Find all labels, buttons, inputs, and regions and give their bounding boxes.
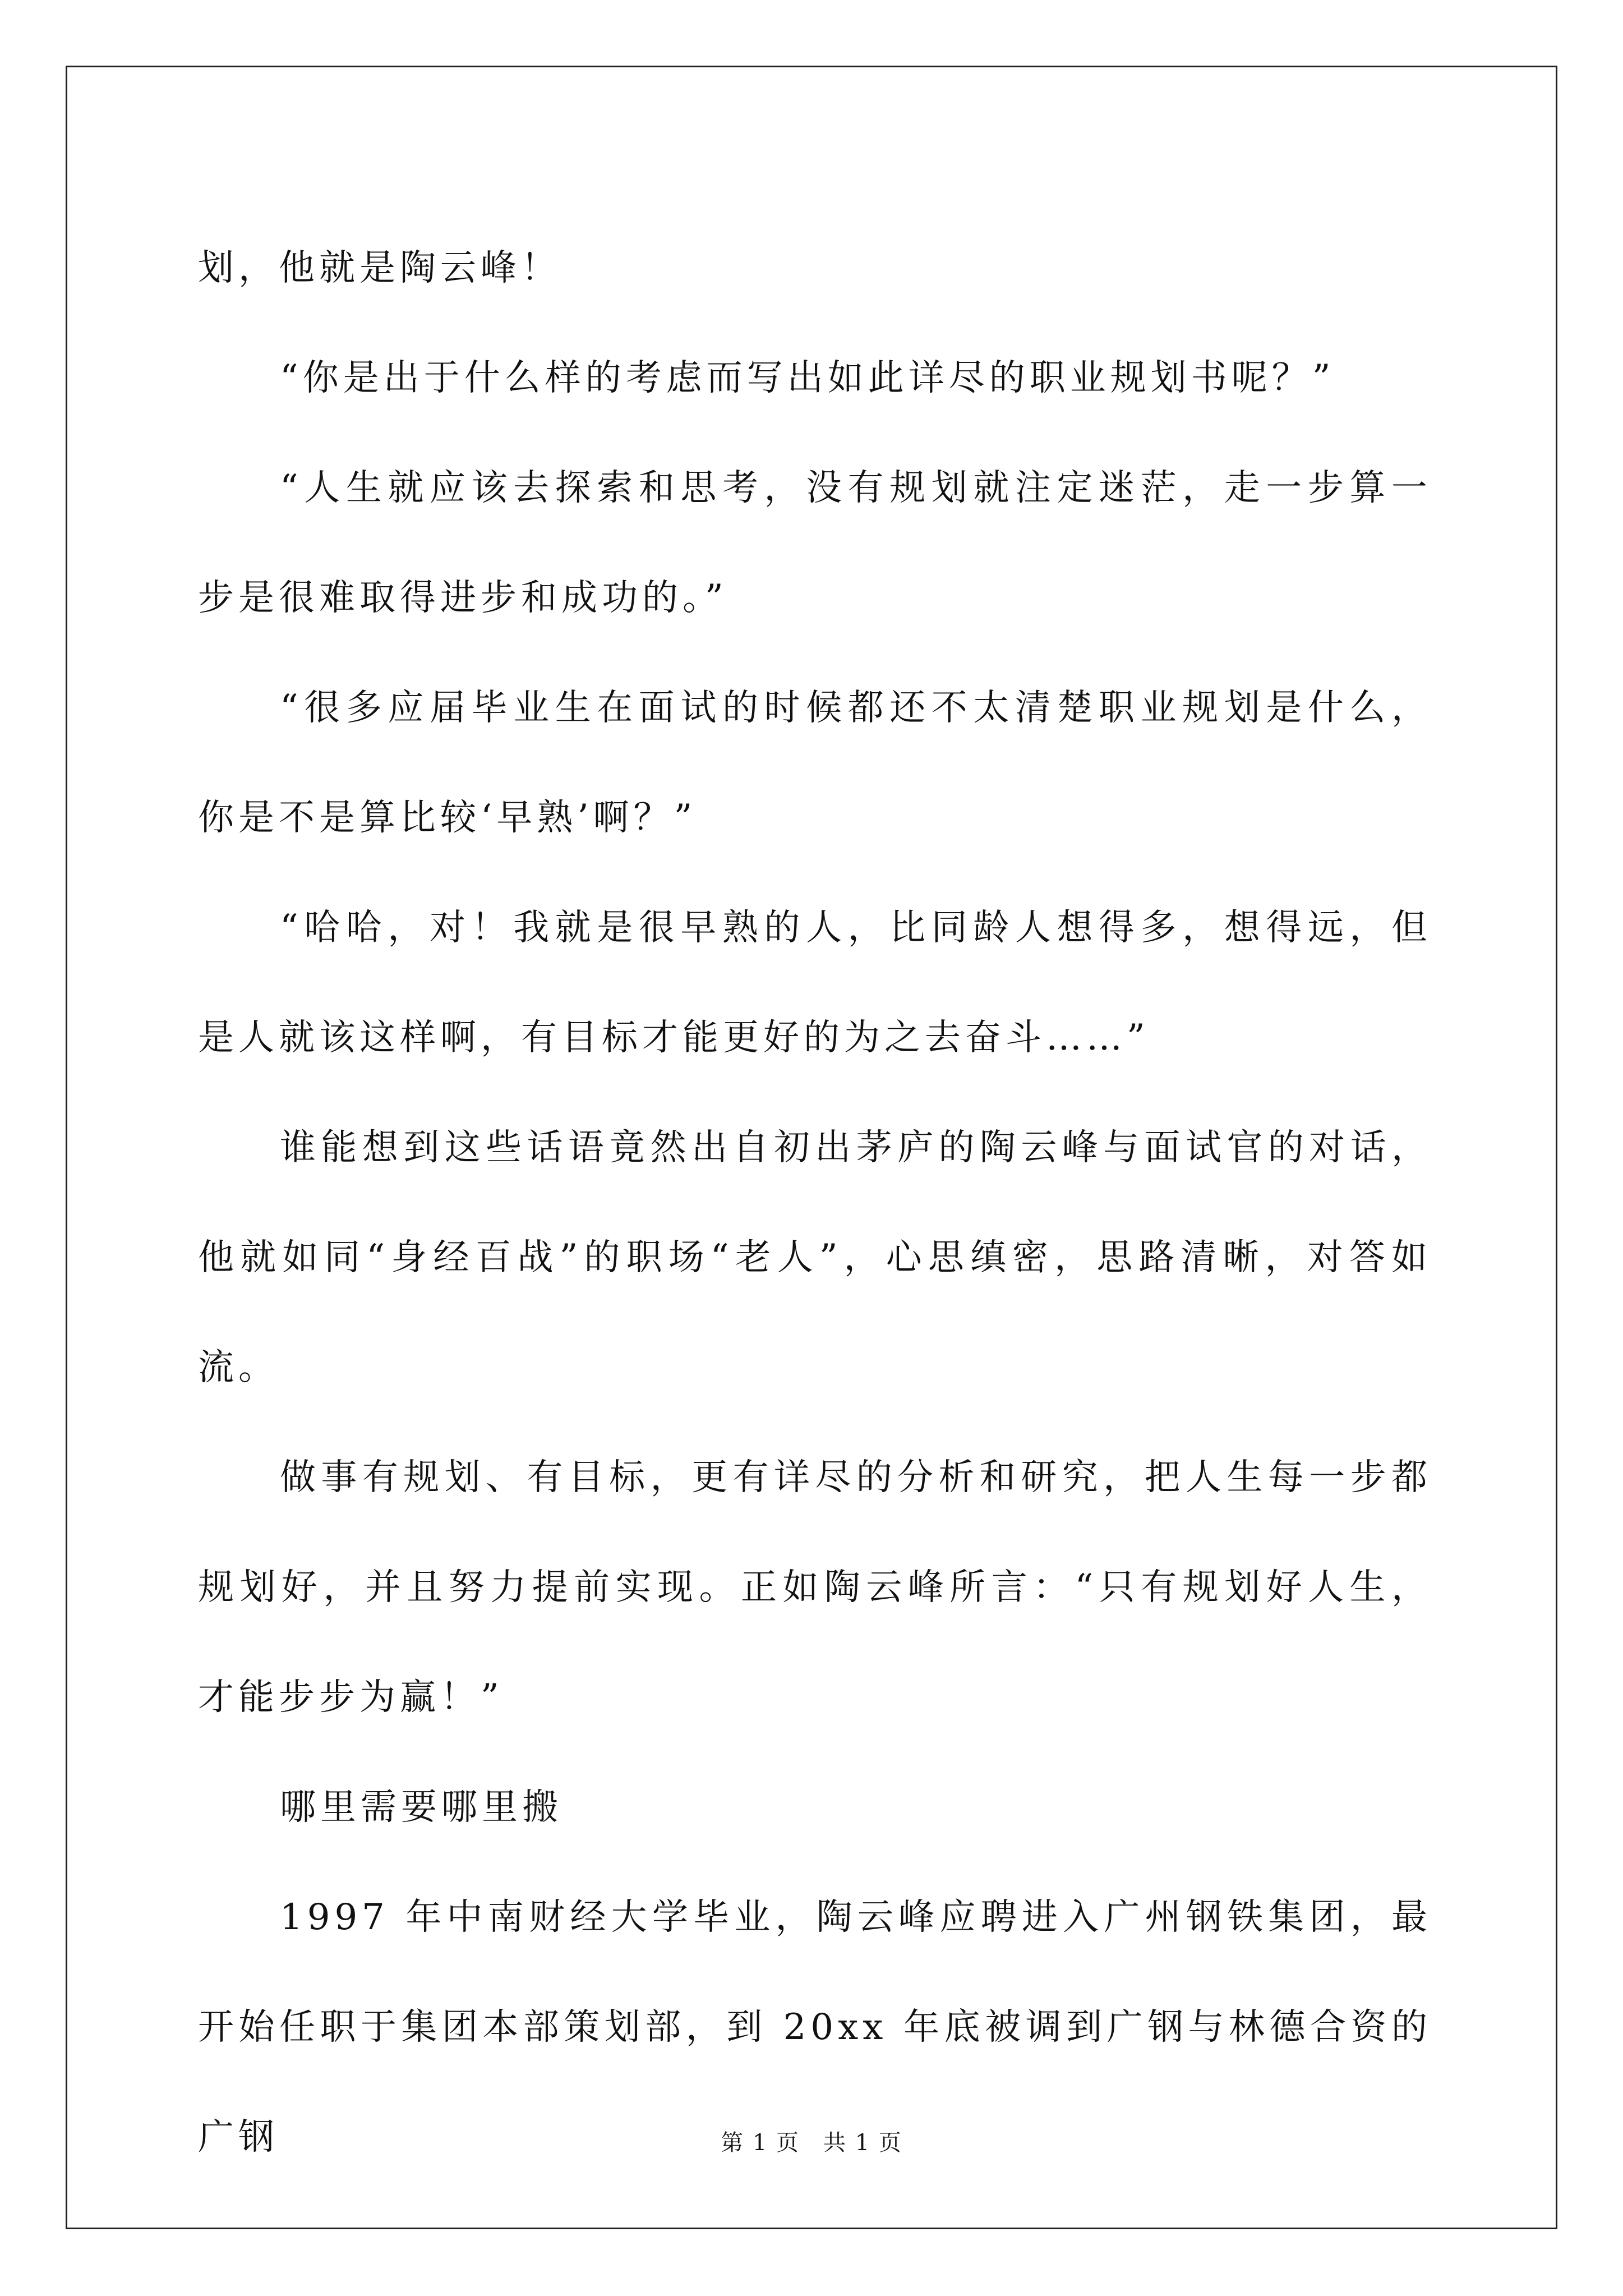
document-body <box>198 213 1432 2192</box>
paragraph-3: “人生就应该去探索和思考，没有规划就注定迷茫，走一步算一步是很难取得进步和成功的。” <box>198 467 1432 619</box>
paragraph-5: “哈哈，对！我就是很早熟的人，比同龄人想得多，想得远，但是人就该这样啊，有目标才能更好的为之去奋斗……” <box>198 907 1432 1059</box>
paragraph-4: “很多应届毕业生在面试的时候都还不太清楚职业规划是什么，你是不是算比较‘早熟’啊？” <box>198 687 1432 839</box>
section-heading: 哪里需要哪里搬 <box>280 1787 562 1828</box>
paragraph-8: 1997 年中南财经大学毕业，陶云峰应聘进入广州钢铁集团，最开始任职于集团本部策划部，到 20xx 年底被调到广钢与林德合资的广钢 <box>198 1897 1432 2158</box>
paragraph-1: 划，他就是陶云峰！ <box>198 247 561 289</box>
paragraph-2: “你是出于什么样的考虑而写出如此详尽的职业规划书呢？” <box>280 357 1335 399</box>
page-number-footer: 第 1 页 共 1 页 <box>721 2130 902 2156</box>
paragraph-7: 做事有规划、有目标，更有详尽的分析和研究，把人生每一步都规划好，并且努力提前实现。正如陶云峰所言：“只有规划好人生，才能步步为赢！” <box>198 1457 1432 1718</box>
paragraph-6: 谁能想到这些话语竟然出自初出茅庐的陶云峰与面试官的对话，他就如同“身经百战”的职场“老人”，心思缜密，思路清晰，对答如流。 <box>198 1127 1432 1388</box>
